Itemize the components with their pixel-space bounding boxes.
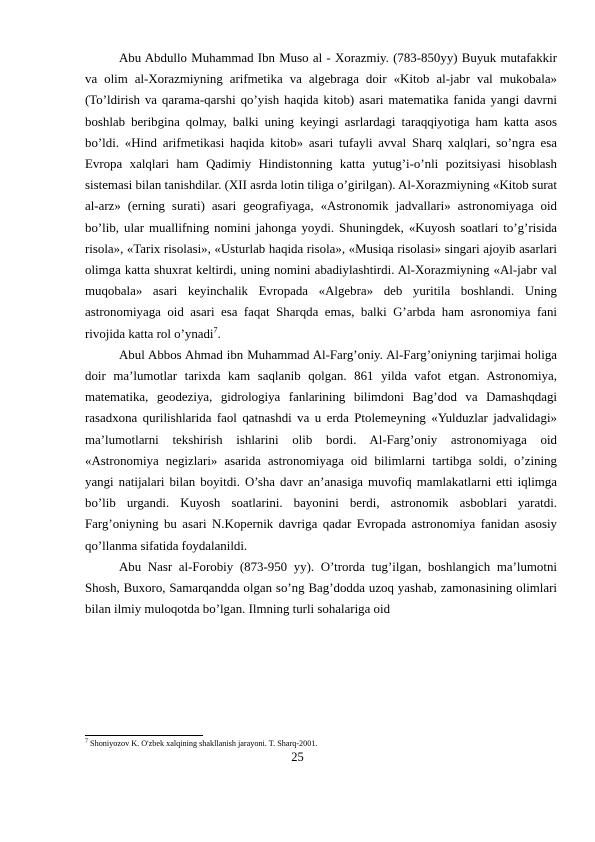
paragraph-text: Abu Nasr al-Forobiy (873-950 yy). O’trorda tug’ilgan, boshlangich ma’lumotni Shosh, Buxoro, Samarqandda olgan so’ng Bag’dodda uzoq yashab, zamonasining olimlari bilan ilmiy muloqotda bo’lgan. Ilmning turli sohalariga oid bbox=[85, 559, 557, 617]
footnote-text: Shoniyozov K. O'zbek xalqining shakllanish jarayoni. T. Sharq-2001. bbox=[90, 739, 318, 748]
footnote-number: 7 bbox=[85, 738, 88, 745]
footnote-reference[interactable]: 7 bbox=[213, 325, 218, 335]
paragraph-al-forobiy bbox=[85, 557, 557, 621]
page-number: 25 bbox=[291, 750, 304, 764]
footnote-divider bbox=[85, 735, 203, 736]
paragraph-al-fargoniy bbox=[85, 345, 557, 557]
paragraph-text: Abul Abbos Ahmad ibn Muhammad Al-Farg’oniy. Al-Farg’oniyning tarjimai holiga doir ma’lumotlar tarixda kam saqlanib qolgan. 861 yilda vafot etgan. Astronomiya, matematika, geodeziya, gidrologiya fanlarining bilimdoni Bag’dod va Damashqdagi rasadxona qurilishlarida faol qatnashdi va u erda Ptolemeyning «Yulduzlar jadvalidagi» ma’lumotlarni tekshirish ishlarini olib bordi. Al-Farg’oniy astronomiyaga oid «Astronomiya negizlari» asarida astronomiyaga oid bilimlarni tartibga soldi, o’zining yangi natijalari bilan boyitdi. O’sha davr an’anasiga muvofiq mamlakatlarni etti iqlimga bo’lib urgandi. Kuyosh soatlarini. bayonini berdi, astronomik asboblari yaratdi. Farg’oniyning bu asari N.Kopernik davriga qadar Evropada astronomiya fanidan asosiy qo’llanma sifatida foydalanildi. bbox=[85, 347, 557, 553]
paragraph-text: Abu Abdullo Muhammad Ibn Muso al - Xorazmiy. (783-850yy) Buyuk mutafakkir va olim al-Xorazmiyning arifmetika va algebraga doir «Kitob al-jabr val mukobala» (To’ldirish va qarama-qarshi qo’yish haqida kitob) asari matematika fanida yangi davrni boshlab beribgina qolmay, balki uning keyingi asrlardagi taraqqiyotiga ham katta asos bo’ldi. «Hind arifmetikasi haqida kitob» asari tufayli avval Sharq xalqlari, so’ngra esa Evropa xalqlari ham Qadimiy Hindistonning katta yutug’i-o’nli pozitsiyasi hisoblash sistemasi bilan tanishdilar. (XII asrda lotin tiliga o’girilgan). Al-Xorazmiyning «Kitob surat al-arz» (erning surati) asari geografiyaga, «Astronomik jadvallari» astronomiyaga oid bo’lib, ular muallifning nomini jahonga yoydi. Shuningdek, «Kuyosh soatlari to’g’risida risola», «Tarix risolasi», «Usturlab haqida risola», «Musiqa risolasi» singari ajoyib asarlari olimga katta shuxrat keltirdi, uning nomini abadiylashtirdi. Al-Xorazmiyning «Al-jabr val muqobala» asari keyinchalik Evropada «Algebra» deb yuritila boshlandi. Uning astronomiyaga oid asari esa faqat Sharqda emas, balki G’arbda ham asronomiya fani rivojida katta rol o’ynadi bbox=[85, 51, 557, 341]
paragraph-tail: . bbox=[217, 326, 221, 341]
footnote bbox=[85, 739, 557, 749]
paragraph-al-xorazmiy bbox=[85, 48, 557, 345]
page-body bbox=[85, 48, 557, 620]
